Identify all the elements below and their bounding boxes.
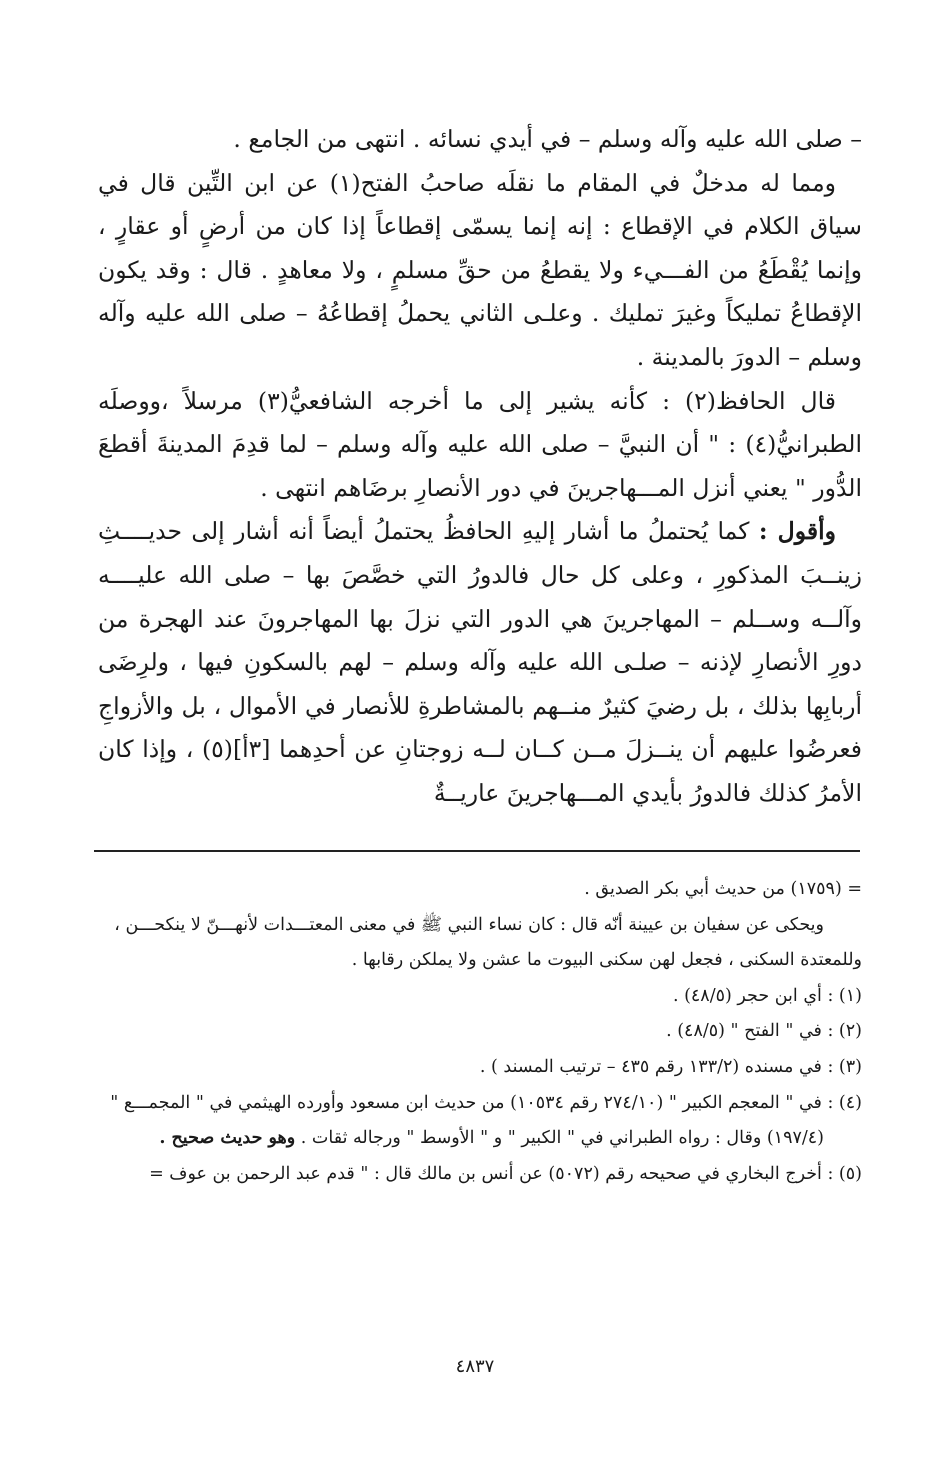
footnote-line: = (١٧٥٩) من حديث أبي بكر الصديق .: [584, 879, 862, 899]
page-number: ٤٨٣٧: [455, 1356, 495, 1377]
footnote-line: [98, 1121, 862, 1157]
footnote-line: (٢) : في " الفتح " (٤٨/٥) .: [666, 1021, 862, 1042]
footnote-line: (٥) : أخرج البخاري في صحيحه رقم (٥٠٧٢) عن أنس بن مالك قال : " قدم عبد الرحمن بن عوف =: [149, 1163, 862, 1184]
footnote-line: ويحكى عن سفيان بن عيينة أنّه قال : كان نساء النبي ﷺ في معنى المعتـــدات لأنهـــنّ لا ينكحـــن ،: [114, 914, 824, 935]
paragraph: – صلى الله عليه وآله وسلم – في أيدي نسائه . انتهى من الجامع .: [233, 125, 862, 153]
main-text: [98, 118, 862, 816]
paragraph: قال الحافظ(٢) : كأنه يشير إلى ما أخرجه الشافعيُّ(٣) مرسلاً ،ووصلَه الطبرانيُّ(٤) : " أن النبيَّ – صلى الله عليه وآله وسلم – لما قدِمَ المدينةَ أقطعَ الدُّور " يعني أنزل المـــهاجرينَ في دور الأنصارِ برضَاهم انتهى .: [98, 386, 862, 502]
qawl-text: كما يُحتملُ ما أشار إليهِ الحافظُ يحتملُ أيضاً أنه أشار إلى حديــــثِ زينــبَ المذكورِ ، وعلى كل حال فالدورُ التي خصَّصَ بها – صلى الله عليــــه وآلــه وســلم – المهاجرينَ هي الدور التي نزلَ بها المهاجرونَ عند الهجرة من دورِ الأنصارِ لإذنه – صلـى الله عليه وآله وسلم – لهم بالسكونِ فيها ، ولرِضَى أربابِها بذلك ، بل رضيَ كثيرٌ منــهم بالمشاطرةِ للأنصار في الأموال ، بل والأزواجِ فعرضُوا عليهم أن ينــزلَ مــن كــان لــه زوجتانِ عن أحدِهما [٣أ](٥) ، وإذا كان الأمرُ كذلك فالدورُ بأيدي المـــهاجرينَ عاريــةٌ: [98, 517, 862, 807]
qawl-label: وأقول :: [758, 517, 836, 546]
paragraph: [98, 510, 862, 815]
paragraph: ومما له مدخلٌ في المقام ما نقلَه صاحبُ الفتح(١) عن ابن التِّين قال في سياق الكلام في الإقطاع : إنه إنما يسمّى إقطاعاً إذا كان من أرضٍ أو عقارٍ ، وإنما يُقْطَعُ من الفـــيء ولا يقطعُ من حقِّ مسلمٍ ، ولا معاهدٍ . قال : وقد يكون الإقطاعُ تمليكاً وغيرَ تمليك . وعلـى الثاني يحملُ إقطاعُهُ – صلى الله عليه وآله وسلم – الدورَ بالمدينة .: [98, 168, 862, 371]
footnote-line: (٤) : في " المعجم الكبير " (٢٧٤/١٠ رقم ١٠٥٣٤) من حديث ابن مسعود وأورده الهيثمي في " المجمـــع ": [110, 1092, 862, 1113]
footnote-line: وللمعتدة السكنى ، فجعل لهن سكنى البيوت ما عشن ولا يملكن رقابها .: [351, 950, 862, 971]
footnote-grade: وهو حديث صحيح .: [159, 1128, 296, 1149]
footnote-line: (١) : أي ابن حجر (٤٨/٥) .: [672, 985, 862, 1006]
footnote-divider: [94, 850, 860, 852]
footnote-line: (٣) : في مسنده (١٣٣/٢ رقم ٤٣٥ – ترتيب المسند ) .: [479, 1056, 862, 1077]
footnote-text: (١٩٧/٤) وقال : رواه الطبراني في " الكبير " و " الأوسط " ورجاله ثقات .: [300, 1128, 824, 1149]
footnotes: [98, 872, 862, 1192]
